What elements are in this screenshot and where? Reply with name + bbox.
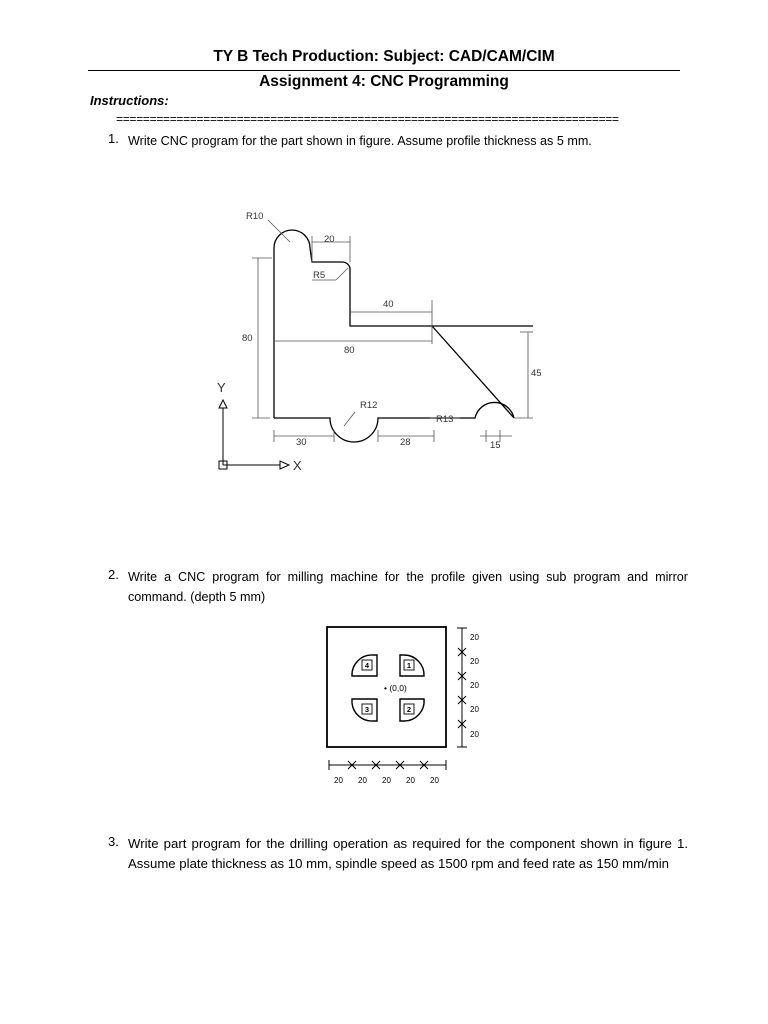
v-dim-1: 20 — [470, 633, 479, 642]
axis-y-label: Y — [217, 380, 226, 395]
pocket-label-3: 3 — [364, 705, 370, 714]
pocket-label-4: 4 — [364, 661, 370, 670]
header-rule — [88, 70, 680, 71]
h-dim-5: 20 — [430, 776, 439, 785]
v-dim-2: 20 — [470, 657, 479, 666]
axis-x-label: X — [293, 458, 302, 473]
question-number: 3. — [108, 834, 119, 849]
label-dim20: 20 — [324, 234, 335, 245]
label-dim30: 30 — [296, 437, 307, 448]
label-dim40: 40 — [383, 299, 394, 310]
pocket-label-2: 2 — [406, 705, 412, 714]
question-3 — [108, 834, 688, 874]
figure-1-profile-drawing — [200, 200, 560, 490]
header-title: TY B Tech Production: Subject: CAD/CAM/CIM — [213, 48, 555, 65]
h-dim-2: 20 — [358, 776, 367, 785]
v-dim-4: 20 — [470, 705, 479, 714]
label-r13: R13 — [436, 414, 454, 425]
v-dim-3: 20 — [470, 681, 479, 690]
question-1 — [108, 131, 688, 151]
question-number: 2. — [108, 567, 119, 582]
question-text: Write CNC program for the part shown in figure. Assume profile thickness as 5 mm. — [128, 134, 592, 148]
label-dim15: 15 — [490, 440, 501, 451]
figure-2-pocket-drawing — [320, 620, 480, 790]
pocket-label-1: 1 — [406, 661, 412, 670]
label-r5: R5 — [313, 270, 326, 281]
h-dim-4: 20 — [406, 776, 415, 785]
label-dim80-horizontal: 80 — [344, 345, 355, 356]
v-dim-5: 20 — [470, 730, 479, 739]
label-r10: R10 — [246, 211, 264, 222]
label-r12: R12 — [360, 400, 378, 411]
origin-label: • (0,0) — [384, 683, 407, 693]
assignment-title: Assignment 4: CNC Programming — [259, 73, 509, 90]
label-dim80-vertical: 80 — [242, 333, 253, 344]
instructions-label: Instructions: — [90, 93, 169, 108]
question-text: Write part program for the drilling operation as required for the component shown in figure 1. Assume plate thickness as 10 mm, spindle speed as 1500 rpm and feed rate as 150 mm/min — [128, 836, 688, 871]
question-text: Write a CNC program for milling machine for the profile given using sub program and mirror command. (depth 5 mm) — [128, 570, 688, 604]
separator-line: =========================================================================== — [116, 114, 619, 126]
h-dim-1: 20 — [334, 776, 343, 785]
question-2 — [108, 567, 688, 607]
label-dim45: 45 — [531, 368, 542, 379]
label-dim28: 28 — [400, 437, 411, 448]
question-number: 1. — [108, 131, 119, 146]
h-dim-3: 20 — [382, 776, 391, 785]
profile-outline-top — [274, 230, 533, 418]
